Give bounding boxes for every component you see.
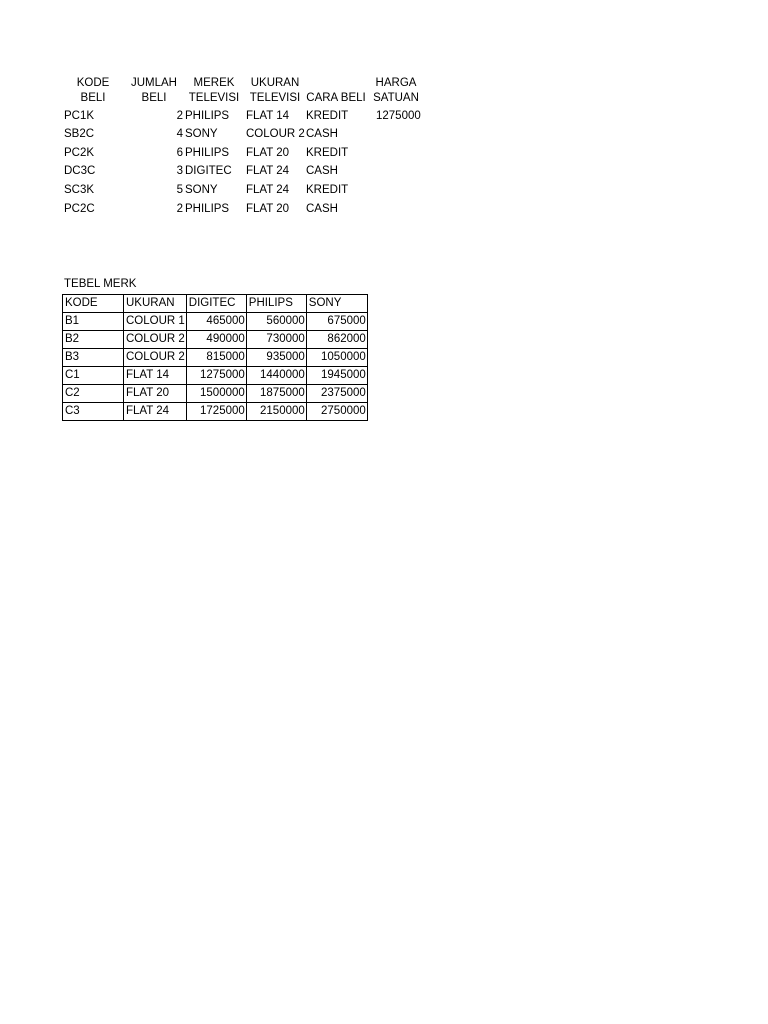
cell-digitec: 1725000 (186, 403, 246, 421)
sales-row-cara: KREDIT (306, 110, 349, 122)
merk-table-title: TEBEL MERK (64, 278, 137, 290)
header-philips: PHILIPS (246, 295, 306, 313)
header-kode-beli (62, 76, 124, 106)
sales-row-cara: KREDIT (306, 147, 349, 159)
cell-philips: 560000 (246, 313, 306, 331)
cell-ukuran: COLOUR 2 (124, 349, 187, 367)
merk-table (62, 294, 368, 421)
header-kode-beli-line2: BELI (80, 92, 106, 104)
sales-row-merek: PHILIPS (185, 203, 230, 215)
sales-row-ukuran: FLAT 24 (246, 165, 290, 177)
sales-row-merek: SONY (185, 128, 218, 140)
sales-row-kode: PC2K (64, 147, 95, 159)
header-kode-beli-line1: KODE (76, 77, 110, 89)
cell-philips: 1875000 (246, 385, 306, 403)
sales-row-ukuran: FLAT 24 (246, 184, 290, 196)
cell-sony: 2750000 (306, 403, 367, 421)
cell-ukuran: COLOUR 2 (124, 331, 187, 349)
sales-row-cara: KREDIT (306, 184, 349, 196)
cell-ukuran: FLAT 20 (124, 385, 187, 403)
cell-kode: C3 (63, 403, 124, 421)
sales-row-jumlah: 3 (176, 165, 183, 177)
cell-sony: 2375000 (306, 385, 367, 403)
cell-ukuran: COLOUR 1 (124, 313, 187, 331)
header-jumlah-beli-line1: JUMLAH (130, 77, 177, 89)
header-kode: KODE (63, 295, 124, 313)
sales-row-merek: PHILIPS (185, 147, 230, 159)
sales-row-kode: SB2C (64, 128, 95, 140)
header-harga-satuan-line2: SATUAN (373, 92, 419, 104)
header-digitec: DIGITEC (186, 295, 246, 313)
table-row (63, 313, 368, 331)
cell-philips: 1440000 (246, 367, 306, 385)
header-ukuran-televisi-line1: UKURAN (250, 77, 300, 89)
cell-kode: C2 (63, 385, 124, 403)
sales-row-ukuran: COLOUR 2 (246, 128, 305, 140)
sales-row-ukuran: FLAT 20 (246, 203, 290, 215)
header-ukuran-televisi (244, 76, 306, 106)
header-ukuran: UKURAN (124, 295, 187, 313)
sales-row-cara: CASH (306, 165, 338, 177)
header-ukuran-televisi-line2: TELEVISI (249, 92, 301, 104)
table-row (63, 349, 368, 367)
sales-row-kode: PC2C (64, 203, 95, 215)
sales-row-jumlah: 5 (176, 184, 183, 196)
sales-row-kode: SC3K (64, 184, 95, 196)
cell-ukuran: FLAT 24 (124, 403, 187, 421)
table-header-row (63, 295, 368, 313)
table-row (63, 367, 368, 385)
header-merek-televisi-line2: TELEVISI (188, 92, 240, 104)
sales-row-jumlah: 2 (176, 110, 183, 122)
cell-digitec: 1500000 (186, 385, 246, 403)
header-jumlah-beli-line2: BELI (141, 92, 167, 104)
cell-digitec: 490000 (186, 331, 246, 349)
table-row (63, 403, 368, 421)
sales-row-jumlah: 2 (176, 203, 183, 215)
cell-kode: B1 (63, 313, 124, 331)
header-merek-televisi-line1: MEREK (193, 77, 235, 89)
cell-ukuran: FLAT 14 (124, 367, 187, 385)
sales-row-merek: PHILIPS (185, 110, 230, 122)
table-row (63, 385, 368, 403)
cell-kode: C1 (63, 367, 124, 385)
header-sony: SONY (306, 295, 367, 313)
cell-kode: B3 (63, 349, 124, 367)
header-harga-satuan-line1: HARGA (375, 77, 417, 89)
cell-sony: 862000 (306, 331, 367, 349)
cell-kode: B2 (63, 331, 124, 349)
cell-digitec: 815000 (186, 349, 246, 367)
sales-row-merek: SONY (185, 184, 218, 196)
sales-row-jumlah: 4 (176, 128, 183, 140)
header-jumlah-beli (124, 76, 184, 106)
header-merek-televisi (184, 76, 244, 106)
sales-row-harga: 1275000 (376, 110, 421, 122)
cell-sony: 675000 (306, 313, 367, 331)
sales-row-jumlah: 6 (176, 147, 183, 159)
header-harga-satuan (366, 76, 426, 106)
header-cara-beli: CARA BELI (306, 92, 366, 104)
sales-row-cara: CASH (306, 128, 338, 140)
table-row (63, 331, 368, 349)
sales-row-kode: DC3C (64, 165, 96, 177)
cell-philips: 935000 (246, 349, 306, 367)
sales-row-ukuran: FLAT 14 (246, 110, 290, 122)
sales-row-cara: CASH (306, 203, 338, 215)
cell-sony: 1945000 (306, 367, 367, 385)
sales-row-kode: PC1K (64, 110, 95, 122)
cell-digitec: 1275000 (186, 367, 246, 385)
sales-row-ukuran: FLAT 20 (246, 147, 290, 159)
cell-sony: 1050000 (306, 349, 367, 367)
cell-philips: 2150000 (246, 403, 306, 421)
cell-philips: 730000 (246, 331, 306, 349)
sales-row-merek: DIGITEC (185, 165, 232, 177)
cell-digitec: 465000 (186, 313, 246, 331)
